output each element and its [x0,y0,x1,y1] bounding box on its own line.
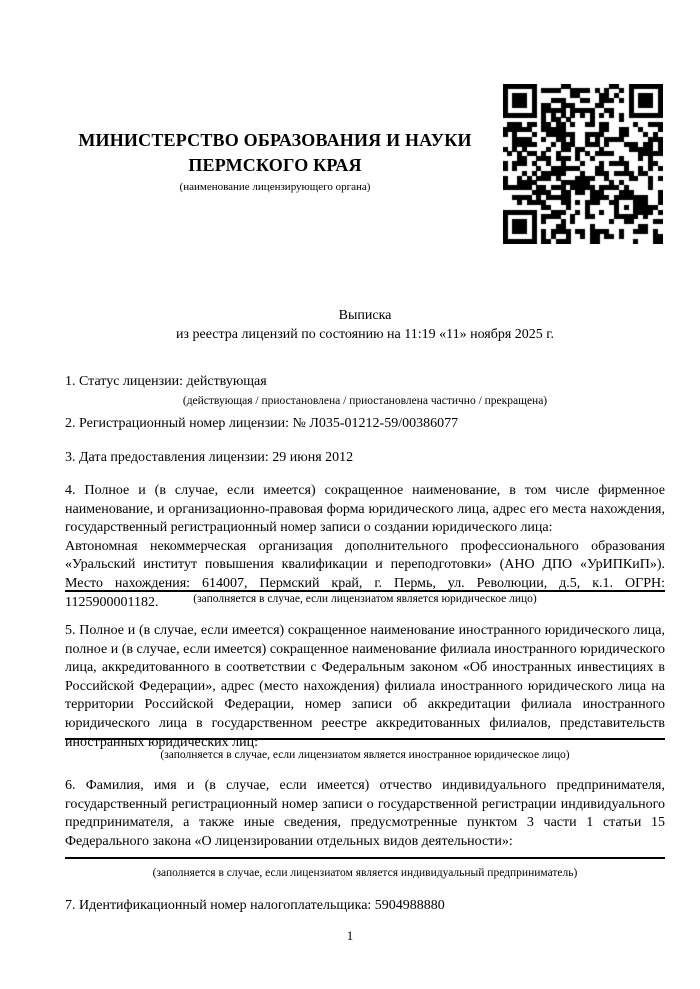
license-status: 1. Статус лицензии: действующая [65,374,267,389]
legal-entity-answer: Автономная некоммерческая организация дополнительного профессионального образования «Уральский институт повышения квалификации и переподготовки» (АНО ДПО «УрИПКиП»). Место нахождения: 614007, Пермский край, г. Пермь, ул. Революции, д.5, к.1. ОГРН: 1125900001182. [65,538,665,610]
legal-entity-caption: (заполняется в случае, если лицензиатом является юридическое лицо) [193,593,537,605]
foreign-entity-caption: (заполняется в случае, если лицензиатом является иностранное юридическое лицо) [160,749,570,761]
page-number: 1 [346,928,354,943]
legal-entity-question: 4. Полное и (в случае, если имеется) сокращенное наименование, в том числе фирменное наименование, и организационно-правовая форма юридического лица, адрес его места нахождения, государственный регистрационный номер записи о создании юридического лица: [65,483,665,536]
entrepreneur-caption: (заполняется в случае, если лицензиатом является индивидуальный предприниматель) [152,867,578,879]
section6-divider [65,857,665,859]
section5-divider [65,738,665,740]
document-title-line1: Выписка [338,308,392,323]
foreign-entity-section: 5. Полное и (в случае, если имеется) сокращенное наименование иностранного юридического лица, полное и (в случае, если имеется) сокращенное наименование филиала иностранного юридического лица, аккредитованного в соответствии с Федеральным законом «Об иностранных инвестициях в Российской Федерации», адрес (место нахождения) филиала иностранного юридического лица на территории Российской Федерации, номер записи об аккредитации филиала иностранного юридического лица в государственном реестре аккредитованных филиалов, представительств иностранных юридических лиц: [65,623,665,750]
taxpayer-id: 7. Идентификационный номер налогоплательщика: 5904988880 [65,898,445,913]
document-title [65,306,665,344]
document-title-line2: из реестра лицензий по состоянию на 11:19 «11» ноября 2025 г. [176,327,554,342]
license-grant-date: 3. Дата предоставления лицензии: 29 июня 2012 [65,450,354,465]
ministry-name-line2: ПЕРМСКОГО КРАЯ [188,155,362,175]
ministry-name-line1: МИНИСТЕРСТВО ОБРАЗОВАНИЯ И НАУКИ [78,130,472,150]
ministry-header [65,128,485,194]
license-registration-number: 2. Регистрационный номер лицензии: № Л035-01212-59/00386077 [65,416,459,431]
entrepreneur-section: 6. Фамилия, имя и (в случае, если имеется) отчество индивидуального предпринимателя, государственный регистрационный номер записи о государственной регистрации индивидуального предпринимателя, а также иные сведения, предусмотренные пунктом 3 части 1 статьи 15 Федерального закона «О лицензировании отдельных видов деятельности»: [65,778,665,849]
qr-code-icon [503,84,663,244]
license-status-caption: (действующая / приостановлена / приостановлена частично / прекращена) [182,395,548,407]
ministry-caption: (наименование лицензирующего органа) [179,181,371,193]
